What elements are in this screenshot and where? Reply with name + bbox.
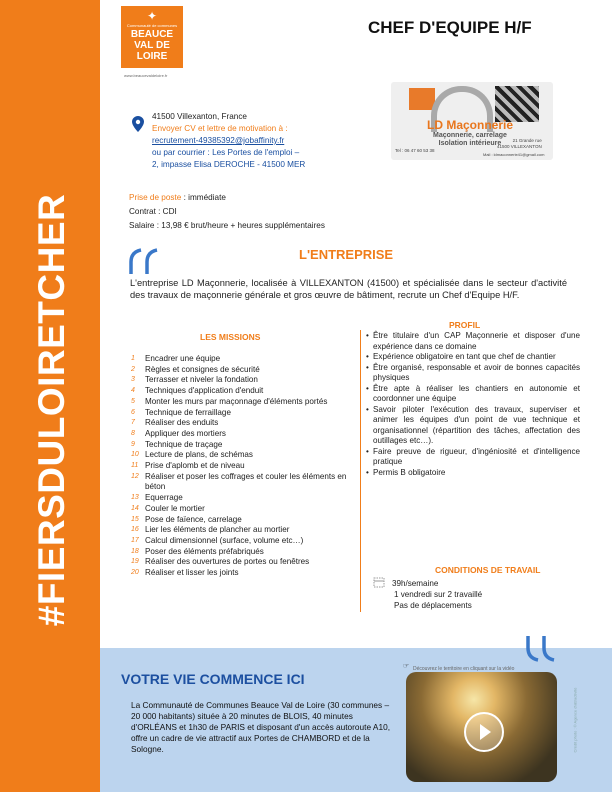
mission-text: Equerrage [145,493,183,503]
mission-text: Lecture de plans, de schémas [145,450,253,460]
mission-item [131,386,361,397]
mission-item [131,365,361,376]
start-value: : immédiate [181,193,226,202]
entreprise-text: L'entreprise LD Maçonnerie, localisée à VILLEXANTON (41500) et spécialisée dans le secteur d'activité des travaux de maçonnerie générale et gros œuvre de bâtiment, recrute un Chef d'Equipe H/F. [130,278,567,300]
profil-title: PROFIL [449,320,481,330]
missions-list [131,354,361,579]
contract-line: Contrat : CDI [129,207,177,216]
mission-number: 1 [131,355,135,362]
mission-item [131,568,361,579]
mission-item [131,354,361,365]
mission-number: 3 [131,376,135,384]
company-name: LD Maçonnerie [427,118,514,132]
start-date-line [129,191,325,205]
mission-item [131,375,361,386]
mission-number: 20 [131,569,139,577]
mission-item [131,547,361,558]
mission-item [131,450,361,461]
mail-line-2: 2, impasse Elisa DEROCHE - 41500 MER [152,160,306,169]
quote-close-icon [524,634,558,662]
profil-list [366,331,580,478]
mission-text: Pose de faïence, carrelage [145,514,242,524]
mission-text: Technique de ferraillage [145,407,231,417]
conditions-block [392,578,482,611]
mission-number: 5 [131,397,135,405]
mission-number: 11 [131,462,139,470]
mission-number: 13 [131,494,139,502]
address: 41500 Villexanton, France [152,112,247,121]
mission-text: Encadrer une équipe [145,354,221,363]
profil-item: • Permis B obligatoire [366,468,580,479]
mission-item [131,472,361,493]
company-addr-2: 41500 VILLEXANTON [497,144,542,149]
mission-number: 6 [131,408,135,416]
mission-item [131,461,361,472]
logo-url: www.beaucevaldeloire.fr [124,73,168,78]
mail-line-1: ou par courrier : Les Portes de l'emploi – [152,148,300,157]
mission-number: 16 [131,526,139,534]
mission-text: Règles et consignes de sécurité [145,364,260,374]
mission-item [131,525,361,536]
company-address [497,138,542,150]
pointer-hand-icon: ☞ [403,663,410,670]
logo-name-1: BEAUCE [130,29,174,40]
company-tel: Tel : 06 47 60 53 38 [395,148,435,153]
mission-text: Monter les murs par maçonnage d'éléments portés [145,396,328,406]
mission-number: 7 [131,419,135,427]
company-logo [391,82,553,160]
location-block [152,111,305,171]
profil-item: • Savoir piloter l'exécution des travaux, superviser et animer les équipes d'un point de vue technique et organisationnel (répartition des tâches, affectation des outillages etc…). [366,405,580,447]
mission-item [131,418,361,429]
calendar-icon [373,576,385,588]
logo-name-3: LOIRE [136,51,168,62]
mission-number: 19 [131,558,139,566]
mission-item [131,429,361,440]
mission-number: 17 [131,536,139,544]
profil-item: • Être apte à réaliser les chantiers en autonomie et coordonner une équipe [366,384,580,405]
profil-item: • Faire preuve de rigueur, d'ingéniosité et d'intelligence pratique [366,447,580,468]
mission-number: 9 [131,440,135,448]
mission-text: Réaliser des ouvertures de portes ou fenêtres [145,557,310,567]
mission-text: Réaliser et lisser les joints [145,568,239,578]
column-divider [360,330,361,612]
condition-friday: 1 vendredi sur 2 travaillé [394,590,483,599]
profil-item: • Être titulaire d'un CAP Maçonnerie et disposer d'une expérience dans ce domaine [366,331,580,352]
logo-tagline: Communauté de communes [126,23,178,28]
mission-number: 12 [131,472,139,480]
mission-text: Terrasser et niveler la fondation [145,375,258,385]
profil-item: • Être organisé, responsable et avoir de bonnes capacités physiques [366,363,580,384]
logo-name-2: VAL DE [134,40,170,51]
tiles-icon [495,86,539,122]
mission-text: Techniques d'application d'enduit [145,386,264,396]
mission-number: 2 [131,365,135,373]
mission-item [131,493,361,504]
company-mail: Mail : ldmaconnerie41@gmail.com [483,152,545,157]
photo-credit: Crédit photo : © Agence d'attractivité [572,687,578,753]
condition-hours: 39h/semaine [392,579,439,588]
mission-number: 15 [131,515,139,523]
bottom-text: La Communauté de Communes Beauce Val de Loire (30 communes – 20 000 habitants) située à 20 minutes de BLOIS, 40 minutes d'ORLÉANS et 1h30 de PARIS et disposant d'un accès autoroute A10, offre un cadre de vie attractif aux Portes de CHAMBORD et de la Sologne. [131,700,390,754]
mission-text: Calcul dimensionnel (surface, volume etc…) [145,535,304,545]
company-sub-2: Isolation intérieure [438,140,502,147]
bottom-title: VOTRE VIE COMMENCE ICI [121,671,305,687]
mission-text: Réaliser et poser les coffrages et couler les éléments en béton [145,471,347,492]
mission-item [131,408,361,419]
mission-item [131,397,361,408]
quote-open-icon [127,248,161,276]
mission-text: Appliquer des mortiers [145,428,226,438]
beauce-val-de-loire-logo [121,6,183,68]
mission-item [131,536,361,547]
mission-text: Lier les éléments de plancher au mortier [145,525,290,535]
mission-number: 8 [131,429,135,437]
company-subtitle [433,132,507,148]
mission-text: Technique de traçage [145,439,223,449]
mission-number: 10 [131,451,139,459]
start-label: Prise de poste [129,193,182,202]
salary-line: Salaire : 13,98 € brut/heure + heures supplémentaires [129,221,325,230]
conditions-title: CONDITIONS DE TRAVAIL [435,565,541,575]
mission-text: Couler le mortier [145,503,205,513]
mission-item [131,504,361,515]
mission-item [131,440,361,451]
mission-text: Réaliser des enduits [145,418,219,428]
mission-text: Prise d'aplomb et de niveau [145,461,245,471]
location-pin-icon [132,116,144,132]
profil-item: • Expérience obligatoire en tant que chef de chantier [366,352,580,363]
apply-email-link[interactable]: recrutement-49385392@jobaffinity.fr [152,136,285,145]
contract-terms [129,191,325,233]
job-title: CHEF D'EQUIPE H/F [368,18,532,37]
mission-number: 18 [131,547,139,555]
company-addr-1: 21 Grande rue [512,138,542,143]
company-sub-1: Maçonnerie, carrelage [433,132,507,139]
mission-number: 4 [131,387,135,395]
bird-icon: ✦ [146,9,158,23]
apply-label: Envoyer CV et lettre de motivation à : [152,124,288,133]
mission-item [131,557,361,568]
video-hint: Découvrez le territoire en cliquant sur la vidéo [413,666,515,672]
mission-item [131,515,361,526]
condition-travel: Pas de déplacements [394,601,472,610]
play-icon[interactable] [464,712,504,752]
brick-icon [409,88,435,110]
missions-title: LES MISSIONS [200,332,261,342]
hashtag-vertical: #FIERSDULOIRETCHER [31,193,72,627]
mission-number: 14 [131,504,139,512]
entreprise-title: L'ENTREPRISE [299,247,394,262]
mission-text: Poser des éléments préfabriqués [145,546,264,556]
